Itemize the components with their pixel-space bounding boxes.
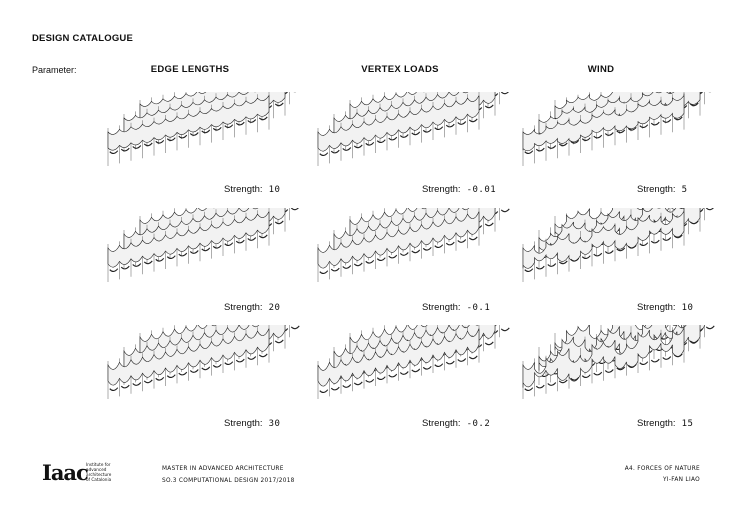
strength-value: -0.2 (466, 419, 491, 429)
column-heading-edge-lengths: EDGE LENGTHS (150, 64, 230, 75)
column-heading-vertex-loads: VERTEX LOADS (361, 64, 439, 75)
strength-label: Strength: 10 (224, 184, 281, 195)
strength-label: Strength: 15 (637, 418, 694, 429)
strength-value: -0.1 (466, 303, 491, 313)
iaac-logo: Iaac (42, 460, 88, 485)
shell-render-image (310, 208, 510, 300)
strength-value: 15 (681, 419, 694, 429)
parameter-label: Parameter: (32, 65, 77, 75)
program-title: MASTER IN ADVANCED ARCHITECTURE (162, 466, 284, 472)
shell-render-image (310, 325, 510, 417)
program-subtitle: SO.3 COMPUTATIONAL DESIGN 2017/2018 (162, 478, 295, 484)
strength-value: 10 (268, 185, 281, 195)
strength-label: Strength: 10 (637, 302, 694, 313)
column-heading-wind: WIND (587, 64, 615, 75)
strength-label: Strength: 5 (637, 184, 688, 195)
strength-label: Strength: -0.2 (422, 418, 491, 429)
project-title: A4. FORCES OF NATURE (624, 466, 700, 472)
shell-render-image (515, 92, 715, 184)
strength-label: Strength: 30 (224, 418, 281, 429)
strength-value: 10 (681, 303, 694, 313)
strength-value: -0.01 (466, 185, 497, 195)
strength-value: 20 (268, 303, 281, 313)
strength-value: 30 (268, 419, 281, 429)
strength-label: Strength: -0.01 (422, 184, 497, 195)
shell-render-image (310, 92, 510, 184)
strength-label: Strength: 20 (224, 302, 281, 313)
shell-render-image (100, 92, 300, 184)
shell-render-image (515, 325, 715, 417)
shell-render-image (100, 208, 300, 300)
strength-label: Strength: -0.1 (422, 302, 491, 313)
iaac-logo-subtitle: Institute for advanced architecture of Catalonia (86, 462, 112, 482)
shell-render-image (100, 325, 300, 417)
page-title: DESIGN CATALOGUE (32, 33, 134, 44)
shell-render-image (515, 208, 715, 300)
author-name: YI-FAN LIAO (663, 477, 700, 483)
strength-value: 5 (681, 185, 688, 195)
